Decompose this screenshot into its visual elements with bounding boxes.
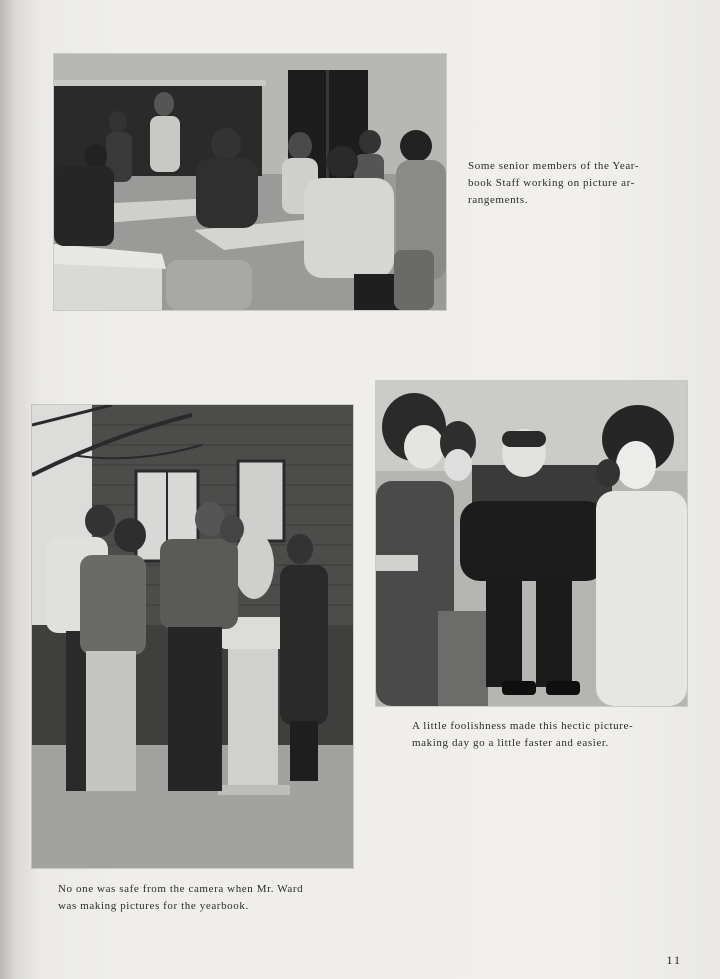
camera-caption: No one was safe from the camera when Mr. Ward was making pictures for the yearbook. — [58, 883, 304, 912]
yearbook-staff-caption: Some senior members of the Year- book Staff working on picture ar- rangements. — [468, 160, 640, 206]
foolishness-caption: A little foolishness made this hectic picture- making day go a little faster and easier. — [412, 720, 634, 749]
camera-photo — [32, 405, 353, 868]
yearbook-staff-photo — [54, 54, 446, 310]
foolishness-photo — [376, 381, 687, 706]
page-number: 11 — [666, 953, 682, 967]
